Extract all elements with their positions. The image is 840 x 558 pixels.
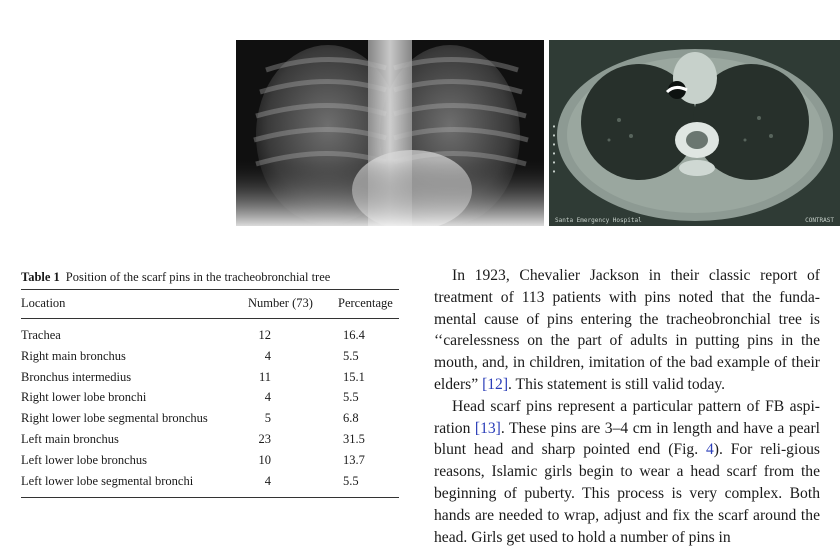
ct-side-annotation: ▪ ▪ ▪ ▪ ▪ ▪ — [551, 122, 557, 174]
cell-percentage: 6.8 — [343, 411, 359, 425]
ct-overlay-right: CONTRAST — [805, 217, 834, 224]
cell-location: Left main bronchus — [21, 432, 119, 446]
cell-percentage: 16.4 — [343, 328, 365, 342]
paragraph-2 — [434, 396, 820, 549]
paragraph-2-end: ). For reli-gious reasons, Islamic girls begin to wear a head scarf from the beginning of puberty. This process is very complex. Both hands are needed to wrap, adjust and fix the scarf around the head. Girls get used to hold a number of pins in — [434, 441, 820, 546]
figure-link[interactable]: 4 — [705, 441, 714, 459]
paragraph-1 — [434, 265, 820, 396]
table-label: Table 1 — [21, 270, 60, 284]
cell-percentage: 31.5 — [343, 432, 365, 446]
table-top-rule — [21, 289, 399, 290]
table-row — [21, 411, 399, 431]
body-text — [434, 265, 820, 548]
cell-location: Right main bronchus — [21, 349, 126, 363]
paragraph-1-end: . This statement is still valid today. — [508, 375, 726, 393]
cell-percentage: 5.5 — [343, 474, 359, 488]
cell-number: 11 — [258, 370, 271, 384]
cell-location: Right lower lobe segmental bronchus — [21, 411, 208, 425]
cell-percentage: 5.5 — [343, 349, 359, 363]
table-bottom-rule — [21, 497, 399, 498]
cell-number: 5 — [264, 411, 271, 425]
table-row — [21, 390, 399, 410]
cell-percentage: 15.1 — [343, 370, 365, 384]
cell-location: Bronchus intermedius — [21, 370, 132, 384]
cell-number: 12 — [258, 328, 271, 342]
table-row — [21, 328, 399, 348]
table-row — [21, 370, 399, 390]
cell-location: Left lower lobe bronchus — [21, 453, 148, 467]
cell-percentage: 13.7 — [343, 453, 365, 467]
header-number: Number (73) — [248, 296, 313, 310]
chest-xray-image — [236, 40, 544, 226]
table-row — [21, 474, 399, 494]
reference-link[interactable]: [13] — [474, 419, 501, 437]
cell-percentage: 5.5 — [343, 390, 359, 404]
paragraph-2-mid: . These pins are 3–4 cm in length and have a pearl blunt head and sharp pointed end (Fig. — [434, 419, 820, 459]
ct-overlay-left: Santa Emergency Hospital — [555, 217, 642, 224]
header-percentage: Percentage — [338, 296, 393, 310]
paragraph-1-text: In 1923, Chevalier Jackson in their classic report of treatment of 113 patients with pins noted that the funda-mental cause of pins entering the tracheobronchial tree is ‘‘carelessness on the part of adults in putting pins in the mouth, and, in children, imitation of the bad example of their elders” — [434, 267, 820, 393]
cell-number: 23 — [258, 432, 271, 446]
cell-location: Trachea — [21, 328, 61, 342]
table-row — [21, 349, 399, 369]
figure-images — [236, 40, 840, 226]
paragraph-2-text: Head scarf pins represent a particular pattern of FB aspi-ration — [434, 397, 820, 437]
table-title: Position of the scarf pins in the tracheobronchial tree — [65, 270, 331, 284]
cell-number: 4 — [264, 349, 271, 363]
table-header-rule — [21, 318, 399, 319]
table-row — [21, 453, 399, 473]
cell-number: 4 — [264, 390, 271, 404]
header-location: Location — [21, 296, 66, 310]
cell-number: 4 — [264, 474, 271, 488]
table-row — [21, 432, 399, 452]
table-caption — [21, 270, 330, 285]
cell-location: Left lower lobe segmental bronchi — [21, 474, 194, 488]
cell-number: 10 — [258, 453, 271, 467]
cell-location: Right lower lobe bronchi — [21, 390, 147, 404]
reference-link[interactable]: [12] — [482, 375, 509, 393]
ct-scan-image — [549, 40, 840, 226]
